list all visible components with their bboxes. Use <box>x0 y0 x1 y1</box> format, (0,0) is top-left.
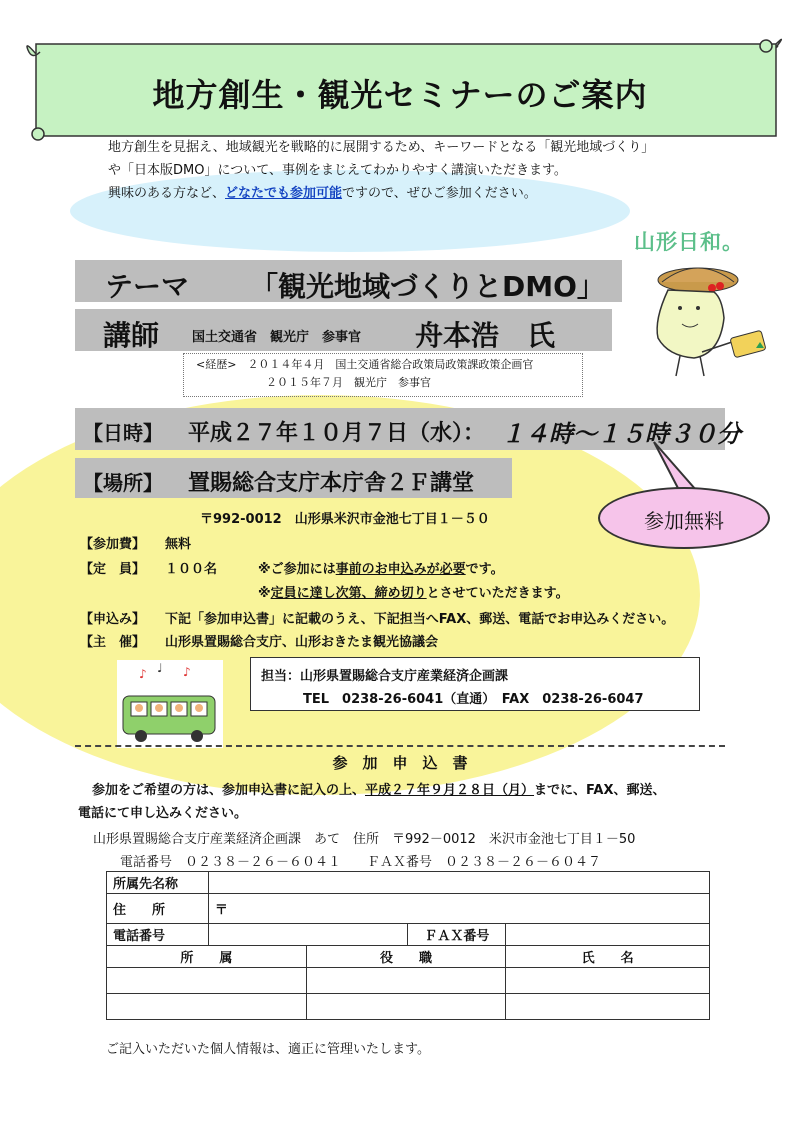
intro-line-3-pre: 興味のある方など、 <box>108 186 226 201</box>
form-address: 山形県置賜総合支庁産業経済企画課 あて 住所 〒992－0012 米沢市金池七丁目１－50 <box>93 832 636 847</box>
form-row-address <box>107 894 710 924</box>
career-label: <経歴> <box>196 358 237 371</box>
entry-name-cell[interactable] <box>506 968 710 994</box>
fax-label: ＦＡＸ番号 <box>408 924 506 946</box>
svg-text:♩: ♩ <box>157 661 163 675</box>
note1-underlined: 事前のお申込みが必要 <box>335 562 466 577</box>
postal-mark: 〒 <box>214 903 228 918</box>
career-line-2: ２０１５年７月 観光庁 参事官 <box>266 376 431 389</box>
page-title: 地方創生・観光セミナーのご案内 <box>152 76 648 114</box>
theme-title: 「観光地域づくりとDMO」 <box>250 270 605 303</box>
venue-bar <box>75 458 512 498</box>
entry-dept-cell[interactable] <box>107 994 307 1020</box>
intro-line-3-post: ですので、ぜひご参加ください。 <box>342 186 537 201</box>
datetime-bar <box>75 408 741 450</box>
note1-post: です。 <box>465 562 504 577</box>
host-label: 【主 催】 <box>80 635 146 650</box>
note2-post: とさせていただきます。 <box>426 586 569 601</box>
entry-role-cell[interactable] <box>306 968 506 994</box>
career-box <box>183 353 583 397</box>
contact-box <box>250 657 700 711</box>
note2-underlined: 定員に達し次第、締め切り <box>270 586 427 601</box>
capacity-label: 【定 員】 <box>80 562 146 577</box>
form-entry-row <box>107 994 710 1020</box>
fax-input-cell[interactable] <box>506 924 710 946</box>
entry-name-cell[interactable] <box>506 994 710 1020</box>
speaker-org: 国土交通省 観光庁 参事官 <box>192 330 362 345</box>
org-input-cell[interactable] <box>208 872 709 894</box>
datetime-date: 平成２７年１０月７日（水）： <box>188 421 486 446</box>
capacity-note-2 <box>258 582 569 601</box>
phone-label: 電話番号 <box>107 924 209 946</box>
form-deadline: 平成２７年９月２８日（月） <box>365 783 535 798</box>
svg-text:♪: ♪ <box>139 667 147 681</box>
entry-role-cell[interactable] <box>306 994 506 1020</box>
col-dept: 所 属 <box>107 946 307 968</box>
form-entry-row <box>107 968 710 994</box>
dashed-separator <box>75 745 725 747</box>
col-name: 氏 名 <box>506 946 710 968</box>
speaker-name: 舟本浩 氏 <box>415 319 556 352</box>
address-input-cell[interactable] <box>208 894 709 924</box>
intro-line-3 <box>108 183 537 205</box>
datetime-time: １４時～１５時３０分 <box>501 420 741 448</box>
capacity-value: １００名 <box>165 562 218 577</box>
form-header-row <box>107 946 710 968</box>
fee-label: 【参加費】 <box>80 537 146 552</box>
phone-input-cell[interactable] <box>208 924 408 946</box>
speaker-label: 講師 <box>103 319 160 352</box>
venue-label: 【場所】 <box>83 471 163 495</box>
form-desc-1-pre: 参加をご希望の方は、参加申込書に記入の上、 <box>92 783 366 798</box>
privacy-note: ご記入いただいた個人情報は、適正に管理いたします。 <box>106 1042 430 1057</box>
datetime-label: 【日時】 <box>83 421 163 445</box>
note2-pre: ※ <box>258 586 271 601</box>
form-desc-1-post: までに、FAX、郵送、 <box>534 783 666 798</box>
open-to-all-link: どなたでも参加可能 <box>225 186 343 201</box>
entry-dept-cell[interactable] <box>107 968 307 994</box>
intro-line-1: 地方創生を見据え、地域観光を戦略的に展開するため、キーワードとなる「観光地域づくり」 <box>108 140 655 155</box>
intro-line-2: や「日本版DMO」について、事例をまじえてわかりやすく講演いただきます。 <box>108 163 567 178</box>
yamagata-biyori-logo: 山形日和。 <box>634 230 744 254</box>
free-admission-text: 参加無料 <box>644 509 724 533</box>
host-text: 山形県置賜総合支庁、山形おきたま観光協議会 <box>165 635 439 650</box>
speaker-bar <box>75 309 612 351</box>
free-admission-bubble <box>598 487 770 549</box>
contact-line-1: 担当：山形県置賜総合支庁産業経済企画課 <box>261 669 509 684</box>
venue-place: 置賜総合支庁本庁舎２Ｆ講堂 <box>188 471 475 496</box>
svg-text:♪: ♪ <box>183 665 191 679</box>
note1-pre: ※ご参加には <box>258 562 336 577</box>
form-desc-2: 電話にて申し込みください。 <box>78 806 248 821</box>
capacity-note-1 <box>258 558 504 577</box>
apply-text: 下記「参加申込書」に記載のうえ、下記担当へFAX、郵送、電話でお申込みください。 <box>165 612 675 627</box>
theme-bar <box>75 260 622 302</box>
form-row-phone <box>107 924 710 946</box>
form-phones: 電話番号 ０２３８－２６－６０４１ ＦＡＸ番号 ０２３８－２６－６０４７ <box>120 855 602 870</box>
career-line-1: ２０１４年４月 国土交通省総合政策局政策課政策企画官 <box>247 358 534 371</box>
address-label: 住 所 <box>107 894 209 924</box>
form-title: 参 加 申 込 書 <box>332 754 468 772</box>
venue-address: 〒992-0012 山形県米沢市金池七丁目１－５０ <box>200 512 490 527</box>
org-label: 所属先名称 <box>107 872 209 894</box>
fee-value: 無料 <box>165 537 192 552</box>
form-row-org <box>107 872 710 894</box>
contact-line-2: TEL 0238-26-6041（直通） FAX 0238-26-6047 <box>303 692 644 707</box>
apply-label: 【申込み】 <box>80 612 146 627</box>
bus-illustration <box>117 660 223 748</box>
mascot-illustration <box>640 262 780 382</box>
form-desc-1 <box>92 779 666 798</box>
theme-label: テーマ <box>105 270 190 303</box>
application-form-table <box>106 871 710 1020</box>
col-role: 役 職 <box>306 946 506 968</box>
